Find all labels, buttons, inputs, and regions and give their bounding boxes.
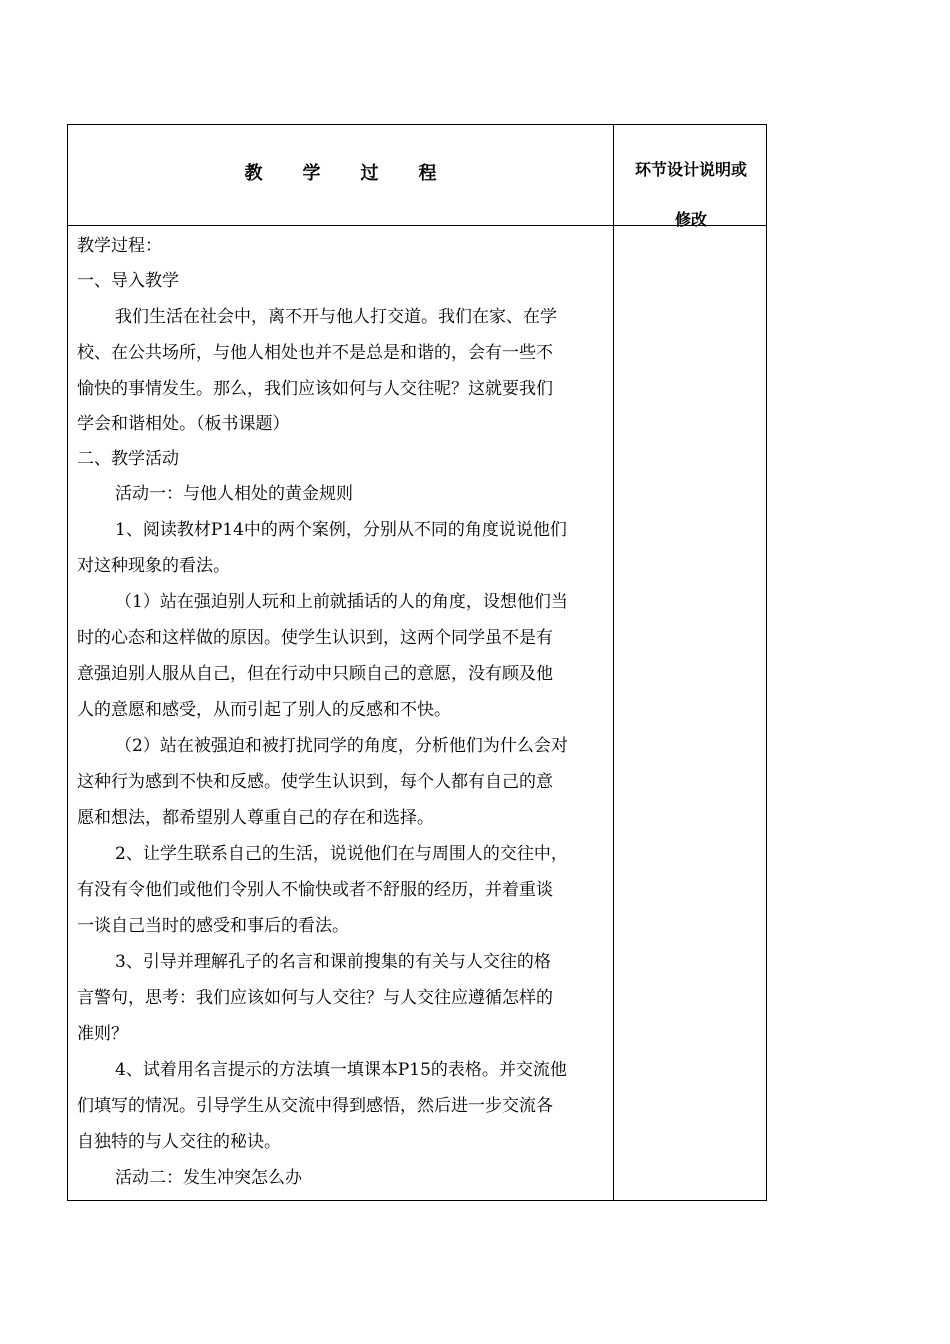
text-line: 教学过程： — [77, 236, 162, 256]
text-line: 愉快的事情发生。那么，我们应该如何与人交往呢？这就要我们 — [77, 379, 553, 399]
text-line: 们填写的情况。引导学生从交流中得到感悟，然后进一步交流各 — [77, 1096, 553, 1116]
text-line: 1、阅读教材P14中的两个案例，分别从不同的角度说说他们 — [115, 520, 567, 540]
text-line: 时的心态和这样做的原因。使学生认识到，这两个同学虽不是有 — [77, 628, 553, 648]
header-teaching-process: 教学过程 — [244, 163, 477, 184]
header-design-notes — [615, 145, 767, 245]
text-line: 我们生活在社会中，离不开与他人打交道。我们在家、在学 — [115, 307, 557, 327]
text-line: 一、导入教学 — [77, 271, 179, 291]
text-line: 学会和谐相处。（板书课题） — [77, 414, 290, 434]
text-line: 人的意愿和感受，从而引起了别人的反感和不快。 — [77, 700, 451, 720]
text-line: 对这种现象的看法。 — [77, 556, 230, 576]
text-line: 校、在公共场所，与他人相处也并不是总是和谐的，会有一些不 — [77, 343, 553, 363]
text-line: 活动二：发生冲突怎么办 — [115, 1168, 302, 1188]
lesson-content — [77, 229, 607, 1196]
text-line: 意强迫别人服从自己，但在行动中只顾自己的意愿，没有顾及他 — [77, 664, 553, 684]
text-line: 这种行为感到不快和反感。使学生认识到，每个人都有自己的意 — [77, 772, 553, 792]
text-line: 言警句，思考：我们应该如何与人交往？与人交往应遵循怎样的 — [77, 988, 553, 1008]
lesson-table — [67, 124, 767, 1201]
text-line: 准则？ — [77, 1024, 128, 1044]
text-line: 有没有令他们或他们令别人不愉快或者不舒服的经历，并着重谈 — [77, 880, 553, 900]
header-design-notes-line2: 修改 — [674, 210, 707, 229]
text-line: 自独特的与人交往的秘诀。 — [77, 1132, 281, 1152]
text-line: （2）站在被强迫和被打扰同学的角度，分析他们为什么会对 — [115, 736, 568, 756]
text-line: 活动一：与他人相处的黄金规则 — [115, 484, 353, 504]
text-line: 4、试着用名言提示的方法填一填课本P15的表格。并交流他 — [115, 1060, 567, 1080]
text-line: 一谈自己当时的感受和事后的看法。 — [77, 916, 349, 936]
column-divider — [613, 125, 614, 1200]
header-design-notes-line1: 环节设计说明或 — [634, 160, 747, 179]
text-line: 3、引导并理解孔子的名言和课前搜集的有关与人交往的格 — [115, 952, 551, 972]
text-line: 2、让学生联系自己的生活，说说他们在与周围人的交往中， — [115, 844, 568, 864]
text-line: 愿和想法，都希望别人尊重自己的存在和选择。 — [77, 808, 434, 828]
text-line: 二、教学活动 — [77, 449, 179, 469]
text-line: （1）站在强迫别人玩和上前就插话的人的角度，设想他们当 — [115, 592, 568, 612]
